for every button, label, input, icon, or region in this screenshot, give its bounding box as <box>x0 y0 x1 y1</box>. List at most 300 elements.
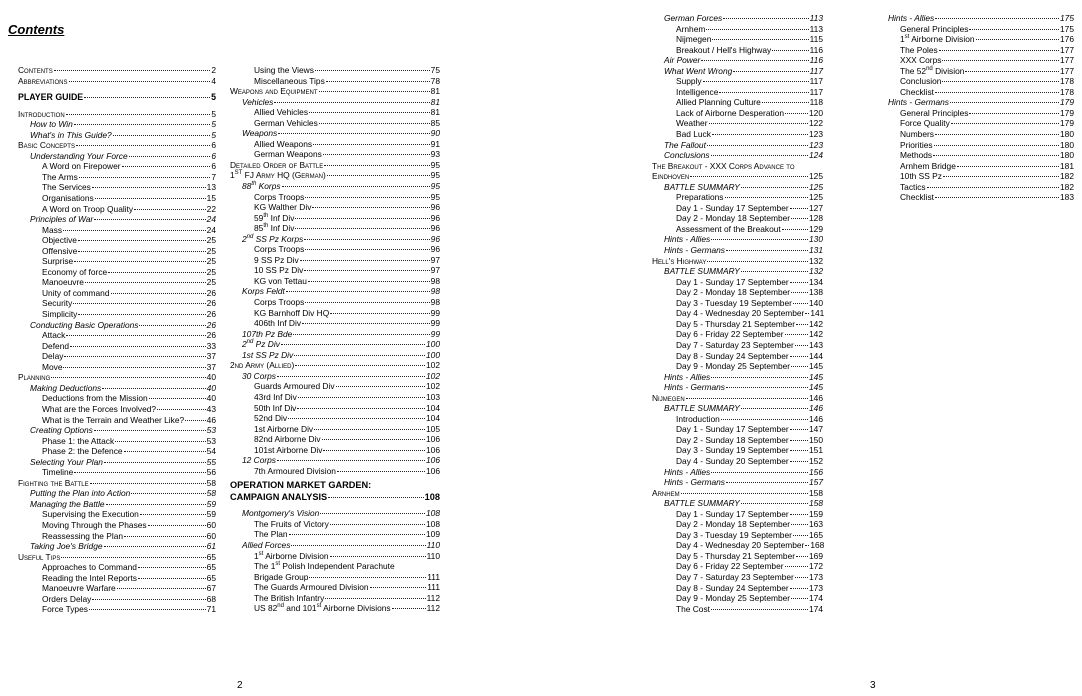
superscript: st <box>275 561 281 568</box>
toc-entry-page: 61 <box>206 541 216 552</box>
toc-entry <box>876 97 1074 108</box>
toc-entry-page: 97 <box>430 254 440 265</box>
toc-entry-page: 116 <box>809 44 823 55</box>
toc-entry <box>230 424 440 435</box>
toc-entry-title <box>230 170 326 181</box>
toc-entry <box>18 520 216 531</box>
toc-entry-title <box>30 151 128 162</box>
toc-entry <box>876 140 1074 151</box>
dot-leader <box>293 334 429 335</box>
toc-text: Nijmegen <box>652 392 685 403</box>
toc-entry-page: 13 <box>206 182 216 193</box>
toc-entry-page: 157 <box>809 477 823 488</box>
dot-leader <box>793 303 808 304</box>
toc-text: Eindhoven <box>652 171 690 182</box>
dot-leader <box>286 291 430 292</box>
toc-entry <box>18 436 216 447</box>
toc-entry <box>652 403 823 414</box>
toc-entry <box>230 160 440 171</box>
toc-entry <box>18 372 216 383</box>
toc-text: Checklist <box>900 192 934 203</box>
dot-leader <box>305 197 429 198</box>
toc-entry-page: 2 <box>211 65 216 75</box>
dot-leader <box>315 70 430 71</box>
dot-leader <box>313 144 430 145</box>
toc-entry-title <box>664 245 725 256</box>
toc-entry-page: 151 <box>809 445 823 456</box>
toc-text: 107th Pz Bde <box>242 328 293 339</box>
toc-entry-page: 58 <box>206 477 216 488</box>
toc-entry-page: 138 <box>809 287 823 298</box>
toc-entry-page: 60 <box>206 519 216 530</box>
toc-entry-title <box>230 160 323 171</box>
dot-leader <box>323 450 425 451</box>
dot-leader <box>325 598 425 599</box>
toc-entry <box>18 341 216 352</box>
toc-entry-page: 25 <box>206 235 216 246</box>
toc-entry-title <box>676 530 792 541</box>
toc-entry-page: 143 <box>809 339 823 350</box>
toc-entry <box>18 467 216 478</box>
toc-entry <box>652 108 823 119</box>
toc-entry-title <box>42 277 84 288</box>
toc-entry-page: 25 <box>206 245 216 256</box>
toc-entry-page: 59 <box>206 498 216 509</box>
toc-entry-page: 6 <box>211 161 216 172</box>
toc-entry-page: 5 <box>211 129 216 140</box>
toc-entry <box>652 24 823 35</box>
toc-entry-title <box>18 65 53 76</box>
toc-text: Day 9 - Monday 25 September <box>676 593 791 604</box>
toc-text: Approaches to Command <box>42 562 137 573</box>
toc-text: Day 4 - Sunday 20 September <box>676 455 789 466</box>
toc-entry <box>230 213 440 224</box>
toc-entry-title <box>900 118 950 129</box>
toc-entry <box>876 129 1074 140</box>
toc-entry-page: 175 <box>1060 23 1074 34</box>
toc-text: Methods <box>900 150 933 161</box>
toc-entry-title <box>900 87 934 98</box>
toc-text: Hints - Germans <box>664 477 725 488</box>
toc-entry-title <box>242 455 276 466</box>
contents-heading: Contents <box>8 22 65 37</box>
toc-text: Hints - Allies <box>664 371 711 382</box>
toc-entry <box>230 223 440 234</box>
toc-entry-title <box>676 519 790 530</box>
toc-column-3 <box>652 13 823 614</box>
toc-text: German Vehicles <box>254 117 318 128</box>
toc-entry-title <box>676 308 804 319</box>
toc-entry-page: 172 <box>809 561 823 572</box>
toc-entry-title <box>676 87 718 98</box>
dot-leader <box>308 281 430 282</box>
toc-entry-title <box>254 202 311 213</box>
toc-entry-page: 102 <box>426 381 440 392</box>
toc-text: Vehicles <box>242 96 274 107</box>
toc-entry-title <box>242 371 276 382</box>
dot-leader <box>330 313 429 314</box>
toc-entry <box>230 339 440 350</box>
toc-text: PLAYER GUIDE <box>18 92 84 103</box>
toc-text: Principles of War <box>30 214 94 225</box>
toc-entry-page: 182 <box>1060 171 1074 182</box>
toc-entry-page: 117 <box>809 86 823 97</box>
toc-entry-title <box>676 203 789 214</box>
dot-leader <box>712 39 808 40</box>
dot-leader <box>322 439 425 440</box>
toc-entry-page: 178 <box>1060 76 1074 87</box>
toc-entry-page: 117 <box>809 65 823 76</box>
dot-leader <box>64 356 205 357</box>
dot-leader <box>796 324 808 325</box>
toc-entry-page: 129 <box>809 223 823 234</box>
dot-leader <box>149 398 206 399</box>
toc-entry-title <box>30 130 112 141</box>
toc-entry-page: 90 <box>430 128 440 139</box>
toc-text: Corps Troops <box>254 244 305 255</box>
toc-entry-title <box>42 520 147 531</box>
toc-entry-page: 56 <box>206 467 216 478</box>
toc-text: Mass <box>42 224 63 235</box>
toc-entry-page: 111 <box>427 571 440 582</box>
toc-entry <box>876 192 1074 203</box>
dot-leader <box>124 451 206 452</box>
toc-entry-title <box>42 436 114 447</box>
toc-entry-page: 145 <box>809 361 823 372</box>
dot-leader <box>326 81 430 82</box>
dot-leader <box>309 577 426 578</box>
dot-leader <box>795 345 808 346</box>
toc-text: BATTLE SUMMARY <box>664 181 740 192</box>
toc-entry-page: 96 <box>430 202 440 213</box>
toc-entry <box>18 119 216 130</box>
toc-entry-title <box>254 308 329 319</box>
toc-entry-page: 81 <box>430 96 440 107</box>
toc-entry-page: 132 <box>809 255 823 266</box>
toc-entry-page: 113 <box>809 13 823 23</box>
toc-entry <box>230 519 440 530</box>
toc-text: BATTLE SUMMARY <box>664 498 740 509</box>
toc-entry-title <box>652 488 680 499</box>
toc-entry-title <box>242 128 277 139</box>
dot-leader <box>78 240 206 241</box>
dot-leader <box>108 272 206 273</box>
toc-text: Arnhem <box>676 23 706 34</box>
toc-entry <box>230 170 440 181</box>
toc-entry-page: 106 <box>426 444 440 455</box>
dot-leader <box>312 207 429 208</box>
toc-entry-page: 183 <box>1060 192 1074 203</box>
toc-entry-title <box>42 204 133 215</box>
dot-leader <box>300 260 430 261</box>
toc-text: 30 Corps <box>242 370 276 381</box>
toc-entry <box>18 140 216 151</box>
toc-text: Simplicity <box>42 309 78 320</box>
toc-entry <box>652 171 823 182</box>
toc-text: Abbreviations <box>18 75 68 86</box>
toc-entry-page: 78 <box>430 75 440 86</box>
toc-entry <box>18 478 216 489</box>
toc-entry-title <box>664 382 725 393</box>
toc-entry-page: 97 <box>430 265 440 276</box>
toc-entry <box>652 561 823 572</box>
toc-entry-title <box>676 34 711 45</box>
toc-text: 85 <box>254 223 264 234</box>
toc-entry <box>230 329 440 340</box>
toc-entry-title <box>30 488 130 499</box>
dot-leader <box>337 471 425 472</box>
dot-leader <box>277 376 425 377</box>
toc-entry-title <box>664 55 700 66</box>
toc-entry-page: 131 <box>809 245 823 256</box>
dot-leader <box>138 567 206 568</box>
dot-leader <box>305 249 429 250</box>
toc-entry-title <box>676 24 705 35</box>
toc-entry <box>230 360 440 371</box>
toc-entry-page: 158 <box>809 487 823 498</box>
toc-entry-title <box>42 225 62 236</box>
toc-entry <box>230 86 440 97</box>
toc-entry <box>230 413 440 424</box>
dot-leader <box>711 377 808 378</box>
toc-entry-title <box>676 445 789 456</box>
toc-text: Day 3 - Tuesday 19 September <box>676 529 792 540</box>
toc-text: 50th Inf Div <box>254 402 297 413</box>
toc-entry-title <box>254 276 307 287</box>
toc-text: Inf Div <box>268 223 295 234</box>
dot-leader <box>785 113 808 114</box>
toc-entry <box>18 531 216 542</box>
toc-entry-title <box>254 192 304 203</box>
dot-leader <box>707 261 808 262</box>
dot-leader <box>719 92 808 93</box>
toc-entry-page: 146 <box>809 413 823 424</box>
toc-entry-page: 106 <box>426 455 440 466</box>
dot-leader <box>124 536 206 537</box>
toc-entry-title <box>676 329 784 340</box>
dot-leader <box>274 102 429 103</box>
toc-text: Air Power <box>664 55 701 66</box>
dot-leader <box>76 145 210 146</box>
toc-text: FJ Army HQ (German) <box>242 170 326 181</box>
toc-entry-title <box>42 182 91 193</box>
dot-leader <box>74 261 205 262</box>
superscript: st <box>904 34 910 41</box>
toc-text: Montgomery's Vision <box>242 508 320 519</box>
dot-leader <box>686 398 808 399</box>
dot-leader <box>295 218 429 219</box>
toc-entry-page: 108 <box>426 508 440 519</box>
toc-entry-title <box>242 350 293 361</box>
toc-entry-page: 81 <box>430 86 440 97</box>
toc-entry-title <box>254 107 308 118</box>
toc-entry-page: 24 <box>206 214 216 225</box>
toc-entry-title <box>254 65 314 76</box>
toc-entry <box>876 161 1074 172</box>
toc-entry <box>230 434 440 445</box>
dot-leader <box>113 135 211 136</box>
toc-column-1 <box>18 65 216 615</box>
dot-leader <box>324 165 429 166</box>
toc-entry-page: 145 <box>809 382 823 393</box>
toc-text: 43rd Inf Div <box>254 391 297 402</box>
toc-text: Checklist <box>900 86 934 97</box>
toc-text: Day 7 - Saturday 23 September <box>676 339 794 350</box>
toc-entry-title <box>254 76 325 87</box>
toc-text: 59 <box>254 212 264 223</box>
toc-text: Inf Div <box>268 212 295 223</box>
dot-leader <box>291 545 425 546</box>
toc-entry-page: 176 <box>1060 34 1074 45</box>
dot-leader <box>122 166 211 167</box>
dot-leader <box>976 39 1060 40</box>
toc-entry-page: 165 <box>809 529 823 540</box>
toc-text: US 82 <box>254 603 278 614</box>
toc-entry-page: 181 <box>1060 160 1074 171</box>
dot-leader <box>935 197 1059 198</box>
toc-text: Tactics <box>900 181 926 192</box>
toc-entry-page: 179 <box>1060 97 1074 108</box>
dot-leader <box>790 429 808 430</box>
toc-entry <box>18 509 216 520</box>
toc-entry <box>652 13 823 24</box>
dot-leader <box>102 388 205 389</box>
dot-leader <box>148 525 206 526</box>
toc-entry-title <box>254 139 312 150</box>
toc-entry <box>230 492 440 503</box>
toc-text: The Poles <box>900 44 938 55</box>
toc-entry-title <box>676 277 789 288</box>
toc-entry-line <box>230 561 440 572</box>
toc-entry-page: 178 <box>1060 86 1074 97</box>
dot-leader <box>942 81 1059 82</box>
toc-entry-title <box>42 288 110 299</box>
toc-text: KG von Tettau <box>254 275 307 286</box>
toc-text: The Arms <box>42 171 78 182</box>
dot-leader <box>330 556 426 557</box>
toc-entry <box>652 34 823 45</box>
toc-entry-title <box>676 583 789 594</box>
toc-entry <box>652 583 823 594</box>
dot-leader <box>92 599 205 600</box>
toc-entry-page: 26 <box>206 330 216 341</box>
dot-leader <box>288 418 425 419</box>
toc-entry-page: 123 <box>809 139 823 150</box>
toc-text: Useful Tips <box>18 551 61 562</box>
dot-leader <box>805 313 809 314</box>
dot-leader <box>78 314 205 315</box>
toc-text: 10th SS Pz <box>900 171 942 182</box>
toc-text: Hints - Allies <box>664 466 711 477</box>
toc-entry-page: 123 <box>809 129 823 140</box>
toc-entry-title <box>30 119 73 130</box>
dot-leader <box>681 493 808 494</box>
toc-text: Polish Independent Parachute <box>280 561 395 572</box>
toc-entry-title <box>652 393 685 404</box>
toc-entry-page: 81 <box>430 107 440 118</box>
toc-entry-page: 179 <box>1060 118 1074 129</box>
toc-text: 88 <box>242 181 252 192</box>
toc-text: Phase 1: the Attack <box>42 435 115 446</box>
toc-text: XXX Corps <box>900 55 942 66</box>
toc-entry-page: 99 <box>430 328 440 339</box>
toc-entry <box>230 181 440 192</box>
toc-text: Breakout / Hell's Highway <box>676 44 772 55</box>
toc-entry-page: 68 <box>206 593 216 604</box>
toc-entry-page: 98 <box>430 275 440 286</box>
toc-text: Force Types <box>42 604 88 615</box>
toc-text: The Guards Armoured Division <box>254 582 369 593</box>
toc-text: Manoeuvre Warfare <box>42 583 116 594</box>
toc-entry <box>230 582 440 593</box>
toc-text: Korps Feldt <box>242 286 285 297</box>
toc-entry-page: 145 <box>809 371 823 382</box>
dot-leader <box>796 556 808 557</box>
toc-entry <box>230 603 440 614</box>
dot-leader <box>782 229 808 230</box>
toc-entry-page: 15 <box>206 193 216 204</box>
toc-entry-page: 104 <box>426 402 440 413</box>
toc-entry-title <box>18 140 75 151</box>
toc-text: Selecting Your Plan <box>30 456 103 467</box>
dot-leader <box>701 60 808 61</box>
toc-entry <box>230 381 440 392</box>
toc-entry-page: 22 <box>206 203 216 214</box>
toc-entry-title: CAMPAIGN ANALYSIS <box>230 491 328 502</box>
toc-text: 2 <box>242 339 247 350</box>
toc-entry-page: 158 <box>809 498 823 509</box>
toc-entry <box>230 529 440 540</box>
toc-text: Supervising the Execution <box>42 509 139 520</box>
toc-text: Delay <box>42 351 64 362</box>
dot-leader <box>791 366 808 367</box>
toc-entry-title <box>676 108 784 119</box>
dot-leader <box>935 92 1059 93</box>
toc-entry <box>652 118 823 129</box>
toc-text: A Word on Troop Quality <box>42 203 134 214</box>
toc-text: Hints - Germans <box>888 97 949 108</box>
toc-text: Brigade Group <box>254 571 309 582</box>
toc-entry-page: 132 <box>809 266 823 277</box>
toc-entry-page: 125 <box>809 192 823 203</box>
toc-entry-title <box>900 34 975 45</box>
dot-leader <box>85 282 206 283</box>
toc-entry-title <box>42 256 73 267</box>
toc-entry-page: 177 <box>1060 44 1074 55</box>
toc-text: Basic Concepts <box>18 140 75 151</box>
dot-leader <box>785 566 808 567</box>
toc-text: Hints - Allies <box>664 234 711 245</box>
toc-text: Intelligence <box>676 86 719 97</box>
toc-entry <box>18 161 216 172</box>
toc-entry-page: 95 <box>430 181 440 192</box>
toc-entry-page: 112 <box>426 603 440 614</box>
toc-text: Deductions from the Mission <box>42 393 148 404</box>
toc-entry-title <box>676 561 784 572</box>
toc-entry-title <box>254 213 294 224</box>
toc-text: and 101 <box>283 603 317 614</box>
toc-entry <box>18 76 216 87</box>
toc-text: Supply <box>676 76 702 87</box>
toc-entry-page: 53 <box>206 425 216 436</box>
toc-entry-title <box>676 361 790 372</box>
toc-entry-page: 5 <box>211 92 216 103</box>
toc-entry-title <box>676 424 789 435</box>
toc-entry-page: 169 <box>809 550 823 561</box>
toc-entry-title <box>676 192 724 203</box>
toc-entry-page: 6 <box>211 150 216 161</box>
toc-text: Attack <box>42 330 66 341</box>
